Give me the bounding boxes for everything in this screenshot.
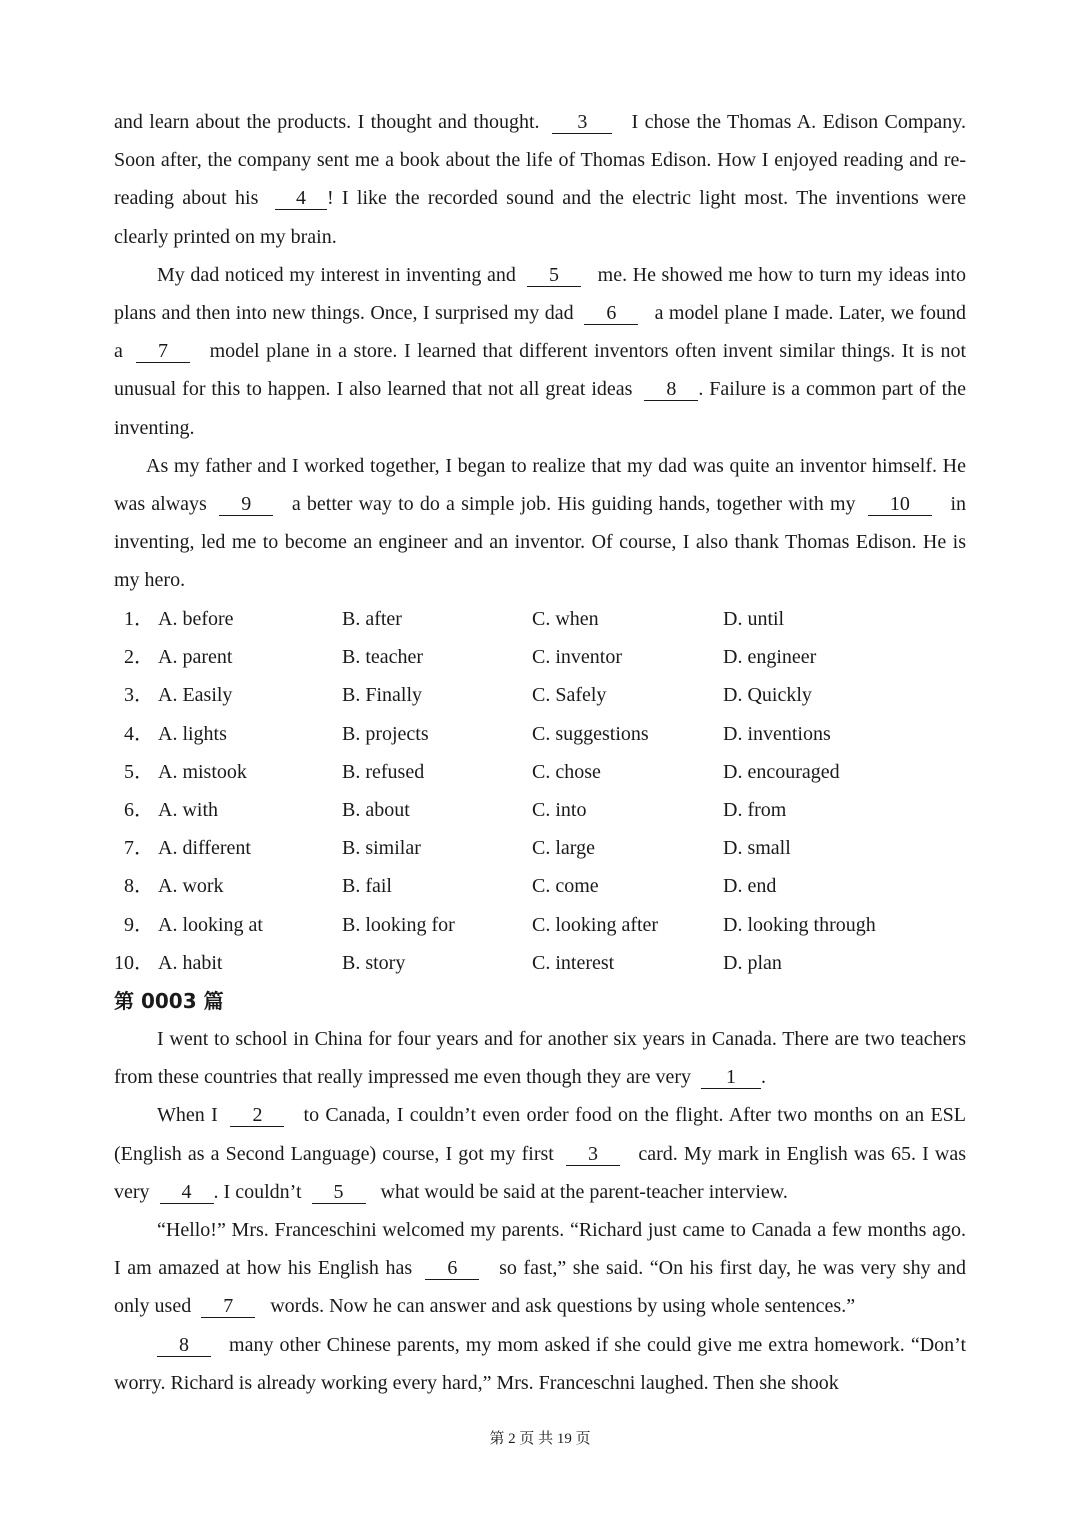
option-c: C. when <box>532 608 599 630</box>
option-d: D. until <box>723 608 785 630</box>
option-row <box>114 600 966 638</box>
blank-8: 8 <box>157 1334 211 1357</box>
option-c: C. suggestions <box>532 722 649 745</box>
section-heading: 第 0003 篇 <box>114 989 224 1013</box>
option-b: B. after <box>342 608 402 630</box>
option-row <box>114 829 966 867</box>
question-number: 5． <box>124 760 154 783</box>
blank-3: 3 <box>566 1143 620 1166</box>
paragraph <box>114 1326 966 1402</box>
option-d: D. from <box>723 798 787 821</box>
blank-7: 7 <box>136 340 190 363</box>
option-b: B. similar <box>342 837 421 860</box>
paragraph <box>114 1020 966 1096</box>
option-d: D. looking through <box>723 913 876 936</box>
blank-5: 5 <box>527 264 581 287</box>
passage-0003 <box>114 1020 966 1402</box>
blank-3: 3 <box>552 111 612 134</box>
option-row <box>114 867 966 905</box>
option-d: D. inventions <box>723 722 831 745</box>
option-a: A. with <box>158 798 218 821</box>
option-d: D. end <box>723 875 777 898</box>
question-number: 10． <box>114 951 154 974</box>
paragraph <box>114 447 966 600</box>
blank-1: 1 <box>701 1066 761 1089</box>
option-b: B. projects <box>342 722 429 745</box>
passage-text: so fast,” she said. “On his first day, he was very shy and only used <box>114 1257 967 1318</box>
option-a: A. parent <box>158 646 233 669</box>
question-number: 4． <box>124 722 154 745</box>
option-d: D. small <box>723 837 791 860</box>
passage-text: ! I like the recorded sound and the electric light most. The inventions were clearly printed on my brain. <box>114 187 967 248</box>
option-row <box>114 676 966 714</box>
blank-6: 6 <box>584 302 638 325</box>
question-number: 7． <box>124 837 154 860</box>
passage-text: card. My mark in English was 65. I was very <box>114 1142 967 1203</box>
passage-text: My dad noticed my interest in inventing and <box>157 263 516 286</box>
passage-text: to Canada, I couldn’t even order food on the flight. After two months on an ESL (English as a Second Language) course, I got my first <box>114 1104 967 1165</box>
option-d: D. engineer <box>723 646 817 669</box>
option-c: C. into <box>532 798 587 821</box>
option-a: A. lights <box>158 722 227 745</box>
passage-text: . <box>761 1066 767 1089</box>
option-c: C. come <box>532 875 599 898</box>
option-b: B. story <box>342 951 406 974</box>
option-c: C. Safely <box>532 684 607 707</box>
question-number: 6． <box>124 798 154 821</box>
option-row <box>114 906 966 944</box>
passage-text: in inventing, led me to become an engineer and an inventor. Of course, I also thank Thomas Edison. He is my hero. <box>114 493 967 592</box>
option-row <box>114 753 966 791</box>
option-c: C. looking after <box>532 913 659 936</box>
passage-text: . Failure is a common part of the inventing. <box>114 378 967 439</box>
option-row <box>114 944 966 982</box>
passage-text: As my father and I worked together, I began to realize that my dad was quite an inventor himself. He was always <box>114 454 966 516</box>
paragraph <box>114 103 966 256</box>
blank-5: 5 <box>312 1181 366 1204</box>
option-a: A. different <box>158 837 251 860</box>
passage-text: I chose the Thomas A. Edison Company. Soon after, the company sent me a book about the life of Thomas Edison. How I enjoyed reading and re-reading about his <box>114 111 967 210</box>
blank-4: 4 <box>275 187 327 210</box>
question-number: 9． <box>124 913 154 936</box>
option-c: C. inventor <box>532 646 622 669</box>
option-d: D. encouraged <box>723 760 840 783</box>
options-list <box>114 600 966 982</box>
passage-text: “Hello!” Mrs. Franceschini welcomed my parents. “Richard just came to Canada a few months ago. I am amazed at how his English has <box>114 1219 966 1280</box>
option-b: B. about <box>342 798 410 821</box>
question-number: 8． <box>124 875 154 898</box>
passage-text: and learn about the products. I thought and thought. <box>114 111 540 133</box>
option-b: B. fail <box>342 875 392 898</box>
option-b: B. looking for <box>342 913 455 936</box>
paragraph <box>114 256 966 447</box>
option-row <box>114 791 966 829</box>
option-d: D. Quickly <box>723 684 812 707</box>
option-d: D. plan <box>723 951 782 974</box>
option-c: C. chose <box>532 760 601 783</box>
option-a: A. habit <box>158 951 223 974</box>
passage-text: what would be said at the parent-teacher interview. <box>380 1180 788 1203</box>
question-number: 1． <box>124 608 154 630</box>
blank-7: 7 <box>201 1295 255 1318</box>
passage-text: I went to school in China for four years and for another six years in Canada. There are two teachers from these countries that really impressed me even though they are very <box>114 1028 966 1089</box>
option-a: A. Easily <box>158 684 233 707</box>
passage-text: words. Now he can answer and ask questions by using whole sentences.” <box>270 1295 856 1318</box>
option-a: A. before <box>158 608 234 630</box>
paragraph <box>114 1096 966 1211</box>
paragraph <box>114 1211 966 1326</box>
passage-text: many other Chinese parents, my mom asked if she could give me extra homework. “Don’t worry. Richard is already working every hard,” Mrs. Franceschni laughed. Then she shook <box>114 1333 966 1394</box>
blank-2: 2 <box>230 1104 284 1127</box>
option-c: C. interest <box>532 951 615 974</box>
option-c: C. large <box>532 837 595 860</box>
option-b: B. teacher <box>342 646 424 669</box>
blank-10: 10 <box>868 493 932 516</box>
option-a: A. looking at <box>158 913 263 936</box>
question-number: 3． <box>124 684 154 707</box>
passage-text: When I <box>157 1104 218 1127</box>
passage-text: me. He showed me how to turn my ideas into plans and then into new things. Once, I surprised my dad <box>114 263 966 325</box>
blank-9: 9 <box>219 493 273 516</box>
blank-4: 4 <box>160 1181 214 1204</box>
option-a: A. work <box>158 875 224 898</box>
passage-text: a better way to do a simple job. His guiding hands, together with my <box>291 493 856 516</box>
blank-8: 8 <box>644 378 698 401</box>
passage-text: a model plane I made. Later, we found a <box>114 302 967 363</box>
page-footer: 第 2 页 共 19 页 <box>489 1431 591 1447</box>
option-row <box>114 638 966 676</box>
option-b: B. Finally <box>342 684 423 707</box>
option-b: B. refused <box>342 760 425 783</box>
passage-text: model plane in a store. I learned that different inventors often invent similar things. It is not unusual for this to happen. I also learned that not all great ideas <box>114 340 967 401</box>
option-row <box>114 715 966 753</box>
question-number: 2． <box>124 646 154 669</box>
blank-6: 6 <box>425 1257 479 1280</box>
option-a: A. mistook <box>158 760 247 783</box>
passage-text: . I couldn’t <box>213 1180 302 1203</box>
passage-0002 <box>114 103 966 600</box>
